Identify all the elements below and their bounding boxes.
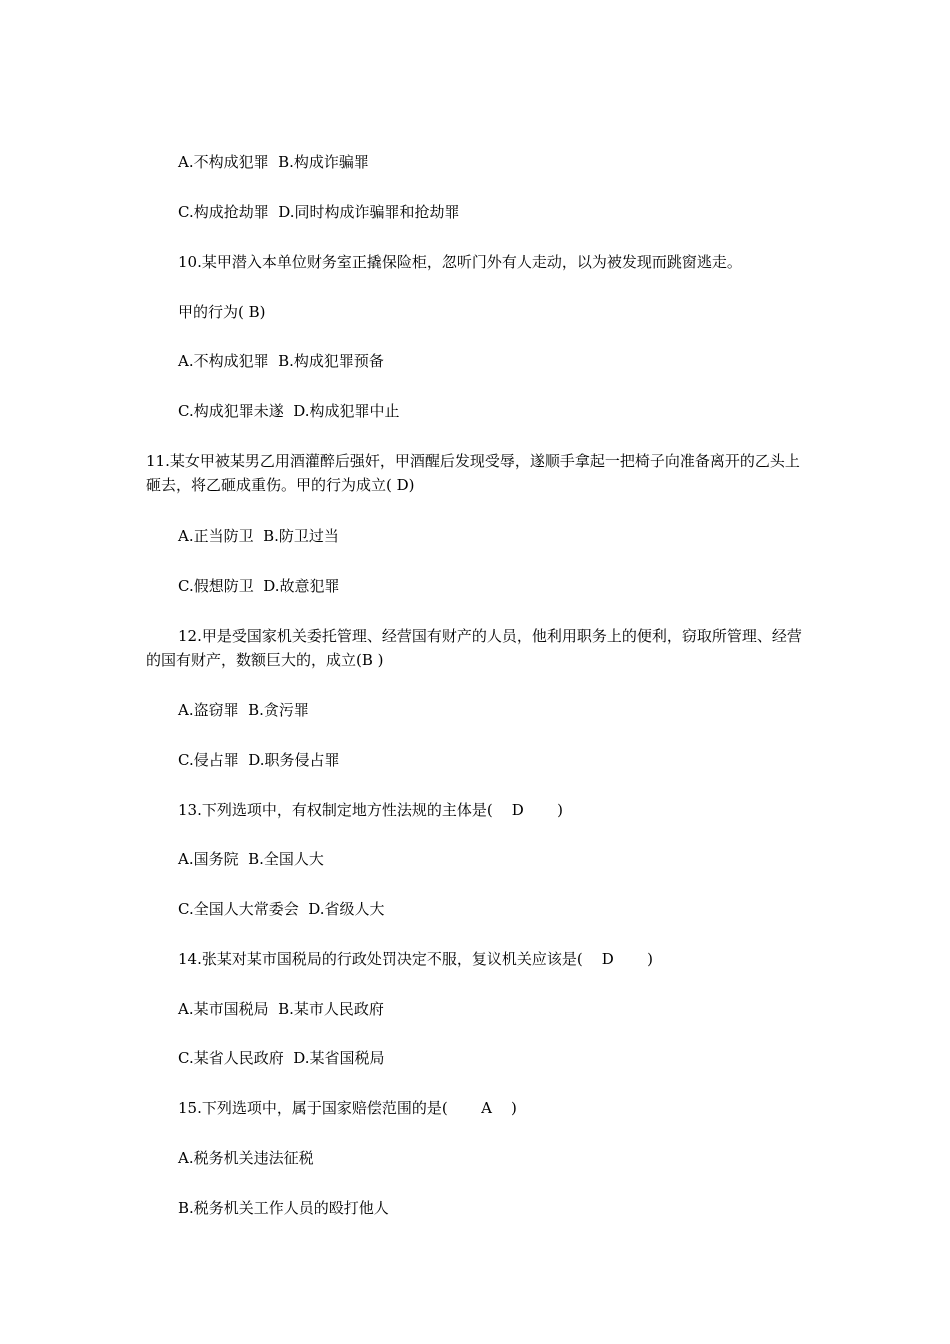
option-line: C.假想防卫 D.故意犯罪: [178, 577, 340, 595]
option-line: A.税务机关违法征税: [178, 1149, 314, 1167]
option-line: A.正当防卫 B.防卫过当: [178, 527, 339, 545]
option-line: A.盗窃罪 B.贪污罪: [178, 701, 309, 719]
option-line: C.构成犯罪未遂 D.构成犯罪中止: [178, 402, 400, 420]
question-11: 11.某女甲被某男乙用酒灌醉后强奸，甲酒醒后发现受辱，遂顺手拿起一把椅子向准备离开的乙头上砸去，将乙砸成重伤。甲的行为成立( D): [146, 452, 800, 494]
question-14: 14.张某对某市国税局的行政处罚决定不服，复议机关应该是( D ): [178, 950, 654, 968]
option-line: A.国务院 B.全国人大: [178, 850, 324, 868]
question-10: 10.某甲潜入本单位财务室正撬保险柜，忽听门外有人走动，以为被发现而跳窗逃走。: [178, 253, 742, 271]
option-line: A.不构成犯罪 B.构成犯罪预备: [178, 352, 384, 370]
question-15: 15.下列选项中，属于国家赔偿范围的是( A ): [178, 1099, 517, 1117]
option-line: C.某省人民政府 D.某省国税局: [178, 1049, 385, 1067]
option-line: B.税务机关工作人员的殴打他人: [178, 1199, 389, 1217]
option-line: A.某市国税局 B.某市人民政府: [178, 1000, 384, 1018]
question-13: 13.下列选项中，有权制定地方性法规的主体是( D ): [178, 801, 564, 819]
option-line: C.全国人大常委会 D.省级人大: [178, 900, 385, 918]
option-line: C.侵占罪 D.职务侵占罪: [178, 751, 340, 769]
question-12: 12.甲是受国家机关委托管理、经营国有财产的人员，他利用职务上的便利，窃取所管理、经营的国有财产，数额巨大的，成立(B ): [146, 627, 802, 669]
question-10-continued: 甲的行为( B): [178, 303, 266, 321]
option-line: C.构成抢劫罪 D.同时构成诈骗罪和抢劫罪: [178, 203, 460, 221]
option-line: A.不构成犯罪 B.构成诈骗罪: [178, 153, 369, 171]
